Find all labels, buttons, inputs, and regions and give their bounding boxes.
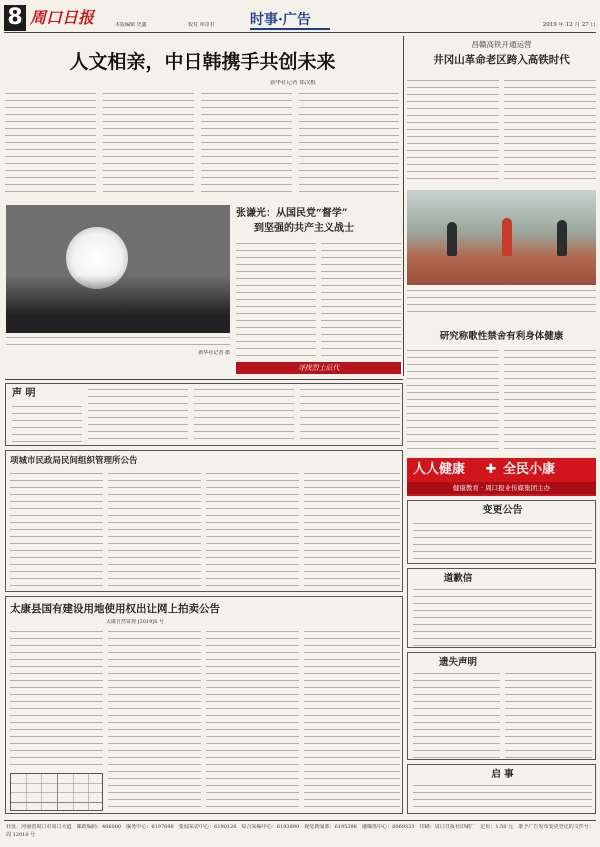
profile-body-col2	[321, 241, 401, 361]
editor-line: 本版编辑 史鑫	[115, 22, 147, 28]
rail-kicker: 昌赣高铁开通运营	[471, 40, 532, 49]
eclipse-photo	[6, 205, 230, 333]
health-banner	[407, 458, 596, 496]
procurement-col1	[10, 471, 103, 589]
vertical-divider	[403, 36, 404, 376]
land-col2	[108, 629, 201, 811]
rail-body-col1	[407, 78, 499, 183]
profile-headline-1: 张谦光：从国民党“督学”	[236, 208, 348, 219]
profile-headline-2: 到坚强的共产主义战士	[254, 223, 354, 234]
runner-figure-1	[447, 222, 457, 256]
lost-title: 遗失声明	[438, 657, 477, 668]
reviewer-line: 校对 单卓君	[188, 22, 215, 28]
statement-title: 声 明	[12, 388, 36, 399]
lead-body-col4	[299, 91, 399, 196]
lost-body-col2	[505, 671, 592, 758]
health-banner-tagline: 健康教育 · 周口报业传媒集团主办	[407, 482, 596, 494]
eclipse-caption-body	[6, 335, 230, 351]
eclipse-caption-credit: 新华社记者 摄	[198, 350, 230, 356]
statement-notice	[5, 383, 403, 446]
land-parcel-table	[10, 773, 103, 811]
footer-info: 社址：河南省周口市周口大道 邮政编码：466000 编务中心：6197698 要闻采访中心：6190126 综合采编中心：6193890 视觉新闻部：6195398 融媒体中心：6069333 印刷：周口日报社印刷厂 定价：1.50 元 准予广告发布变更登记的文件号：周 12010 号	[6, 824, 594, 838]
health-body-col2	[504, 348, 596, 452]
lead-story	[5, 36, 400, 199]
edition-date: 2019 年 12 月 27 日	[542, 22, 596, 28]
change-notice-title: 变更公告	[482, 505, 523, 516]
change-notice	[407, 500, 596, 564]
runner-figure-2	[502, 218, 512, 256]
land-col4	[304, 629, 400, 811]
page-number: 8	[7, 5, 23, 30]
procurement-col2	[108, 471, 201, 589]
cross-icon: ✚	[485, 462, 497, 477]
lead-body-col3	[201, 91, 292, 196]
land-col3	[206, 629, 299, 811]
health-banner-subtitle: 全民小康	[503, 462, 556, 477]
announcement-title: 启 事	[491, 769, 514, 780]
lead-byline: 新华社记者 郑汉根	[270, 80, 316, 86]
lost-body-col1	[413, 671, 500, 758]
footer-rule	[4, 820, 596, 821]
masthead-rule	[4, 32, 596, 33]
procurement-col4	[304, 471, 400, 589]
apology-notice	[407, 568, 596, 648]
statement-id-list-1	[88, 387, 188, 444]
health-column	[407, 326, 596, 454]
memorial-banner	[236, 362, 401, 374]
rail-headline: 井冈山革命老区跨入高铁时代	[433, 54, 570, 66]
rail-story	[407, 36, 596, 186]
masthead	[0, 0, 600, 34]
apology-body	[413, 587, 592, 646]
lost-notice	[407, 652, 596, 760]
plant-silhouette	[6, 275, 230, 333]
procurement-col3	[206, 471, 299, 589]
land-headline: 太康县国有建设用地使用权出让网上拍卖公告	[10, 603, 220, 615]
lead-body-col1	[5, 91, 96, 196]
section-title: 时事·广告	[250, 10, 330, 30]
statement-id-list-2	[194, 387, 294, 444]
lead-headline: 人文相亲，中日韩携手共创未来	[69, 51, 336, 73]
change-notice-body	[413, 521, 592, 562]
memorial-banner-text: 寻找烈士后代	[297, 364, 340, 372]
running-photo-caption	[407, 288, 596, 316]
procurement-title: 项城市民政局民间组织管理所公告	[10, 456, 138, 466]
land-auction-notice	[5, 596, 403, 814]
section-rule-mid	[5, 379, 403, 380]
land-col1	[10, 629, 103, 769]
statement-body	[12, 404, 82, 444]
health-headline: 研究称歌性禁舍有利身体健康	[439, 331, 564, 342]
health-body-col1	[407, 348, 499, 452]
runner-figure-3	[557, 220, 567, 256]
profile-body-col1	[236, 241, 316, 361]
health-banner-title: 人人健康	[413, 462, 466, 477]
rail-body-col2	[504, 78, 596, 183]
profile-story	[236, 205, 401, 375]
land-document-number: 太康自然资规 [2019]8 号	[106, 619, 164, 625]
apology-title: 道歉信	[443, 573, 473, 584]
newspaper-logo: 周口日报	[30, 8, 95, 27]
lead-body-col2	[103, 91, 194, 196]
procurement-notice	[5, 450, 403, 592]
statement-id-list-3	[300, 387, 400, 444]
announcement-notice	[407, 764, 596, 814]
running-photo	[407, 190, 596, 285]
announcement-body	[413, 783, 592, 812]
